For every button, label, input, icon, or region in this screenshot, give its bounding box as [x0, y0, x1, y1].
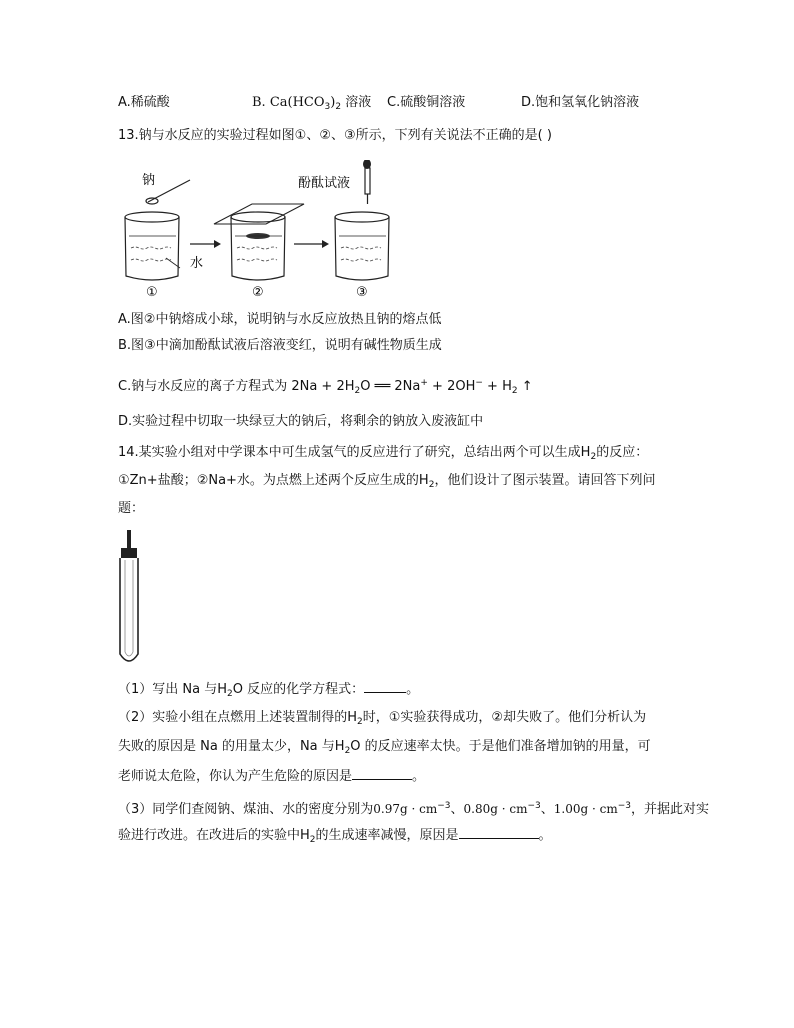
water-label: 水 — [190, 256, 204, 271]
q14-sub-2-line-3: 老师说太危险，你认为产生危险的原因是 。 — [118, 769, 426, 784]
q12-option-c: C.硫酸铜溶液 — [387, 95, 466, 110]
sodium-label: 钠 — [142, 173, 156, 188]
sodium-water-diagram — [118, 160, 418, 302]
q13-stem: 13.钠与水反应的实验过程如图①、②、③所示，下列有关说法不正确的是( ) — [118, 128, 552, 143]
q14-sub-2-line-2: 失败的原因是 Na 的用量太少，Na 与$H_2O$ 的反应速率太快。于是他们准备增加钠的用量，可 — [118, 739, 651, 756]
q12-option-a: A.稀硫酸 — [118, 95, 170, 110]
indicator-label: 酚酞试液 — [298, 176, 351, 191]
q14-sub-3-line-2: 验进行改进。在改进后的实验中$H_2$的生成速率减慢，原因是 。 — [118, 828, 552, 845]
q14-figure — [116, 530, 156, 670]
answer-blank[interactable] — [352, 767, 412, 780]
step-3-label: ③ — [356, 285, 368, 300]
q13-option-c: C.钠与水反应的离子方程式为 $2Na + 2H_2O$ ══ $2Na^+ + 2OH^- + H_2$ ↑ — [118, 378, 533, 396]
beaker-1 — [125, 212, 179, 280]
q13-option-d: D.实验过程中切取一块绿豆大的钠后，将剩余的钠放入废液缸中 — [118, 414, 484, 429]
q12-option-d: D.饱和氢氧化钠溶液 — [521, 95, 640, 110]
q14-sub-1: （1）写出 Na 与$H_2O$ 反应的化学方程式： 。 — [118, 682, 420, 699]
q14-sub-2-line-1: （2）实验小组在点燃用上述装置制得的$H_2$时，①实验获得成功，②却失败了。他们分析认为 — [118, 710, 647, 727]
beaker-2 — [231, 212, 285, 280]
q14-sub-3-line-1: （3）同学们查阅钠、煤油、水的密度分别为$0.97g \cdot cm^{-3}$、$0.80g \cdot cm^{-3}$、$1.00g \cdot cm^{-3}$，并据此对实 — [118, 801, 710, 817]
glass-plate — [214, 204, 304, 224]
stopper — [121, 548, 137, 558]
q14-stem-line-1: 14.某实验小组对中学课本中可生成氢气的反应进行了研究，总结出两个可以生成$H_2$的反应： — [118, 445, 649, 462]
q13-option-a: A.图②中钠熔成小球，说明钠与水反应放热且钠的熔点低 — [118, 312, 442, 327]
sodium-piece — [146, 198, 158, 204]
q12-option-b: B. $Ca(HCO_3)_2$ 溶液 — [252, 95, 372, 112]
beaker-3 — [335, 212, 389, 280]
step-2-label: ② — [252, 285, 264, 300]
answer-blank[interactable] — [364, 680, 406, 693]
q13-figure — [118, 160, 418, 302]
dropper-icon — [363, 160, 371, 204]
q14-stem-line-2: ①Zn+盐酸；②Na+水。为点燃上述两个反应生成的$H_2$，他们设计了图示装置。请回答下列问 — [118, 473, 656, 490]
test-tube-icon — [116, 530, 156, 670]
q14-stem-line-3: 题： — [118, 501, 145, 516]
step-1-label: ① — [146, 285, 158, 300]
q13-option-b: B.图③中滴加酚酞试液后溶液变红，说明有碱性物质生成 — [118, 338, 442, 353]
answer-blank[interactable] — [459, 826, 539, 839]
